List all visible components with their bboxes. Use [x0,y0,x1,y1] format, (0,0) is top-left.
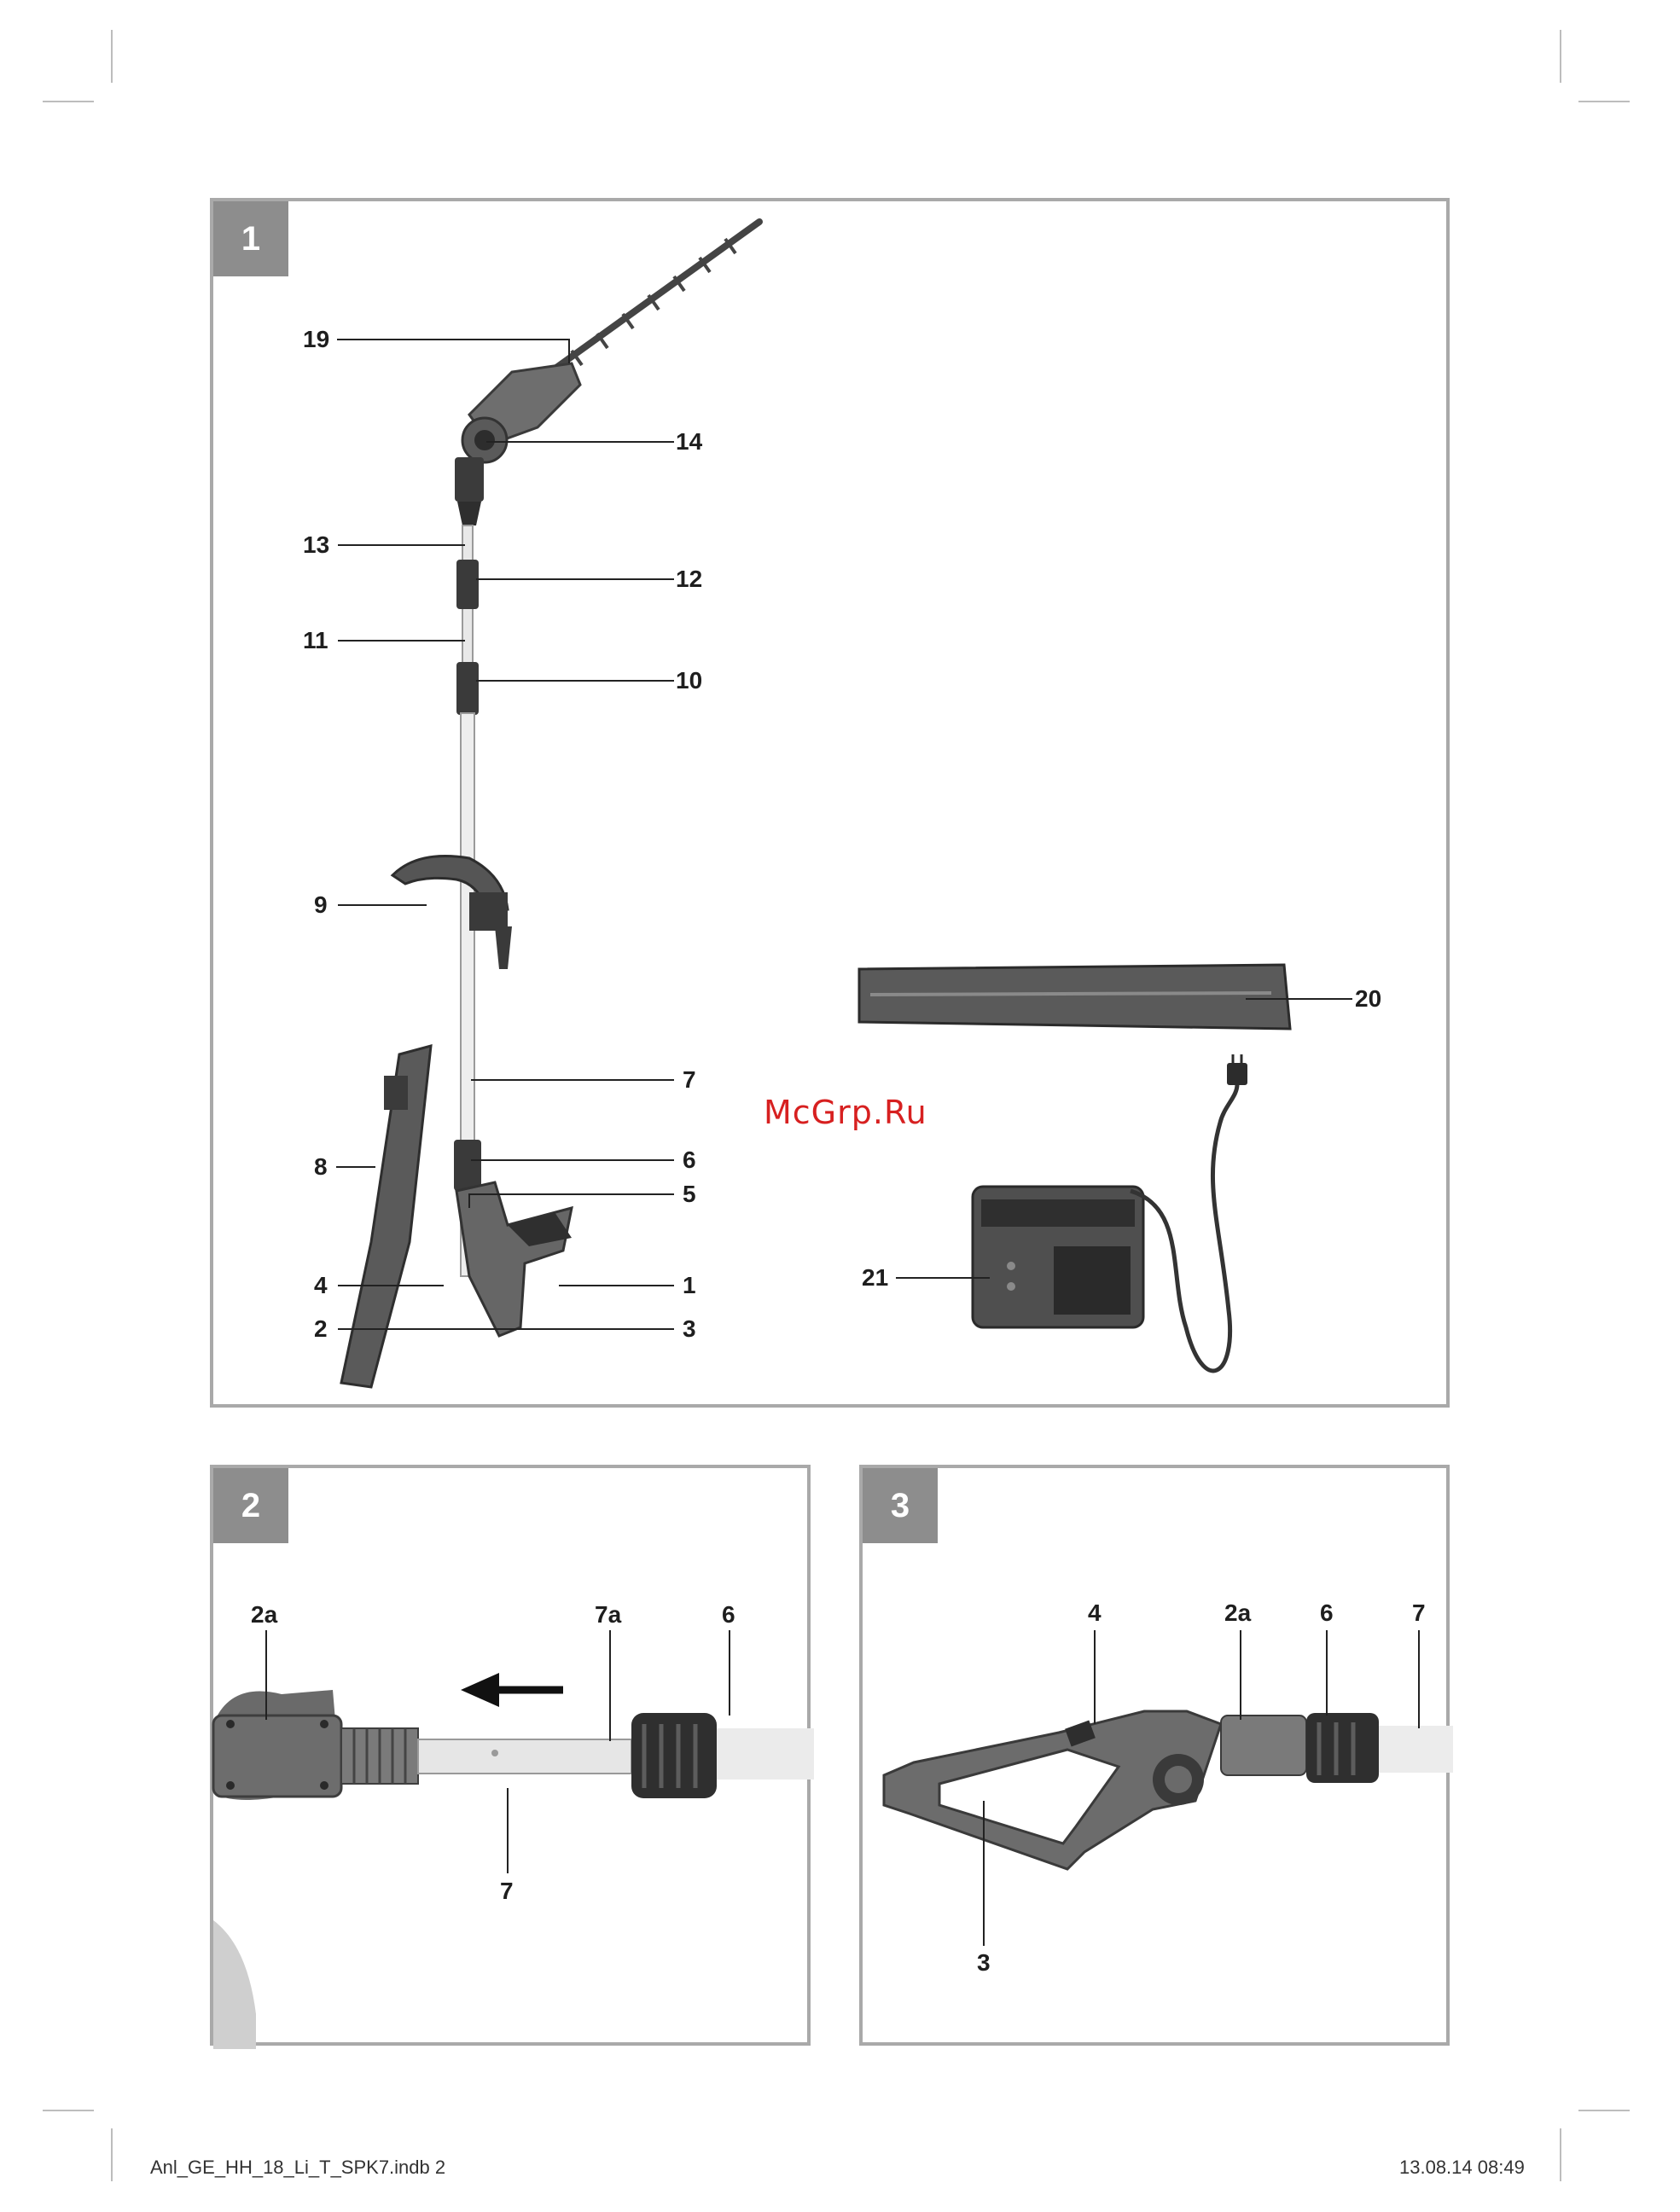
crop-mark [1560,30,1561,83]
callout-13: 13 [303,531,330,558]
crop-mark [1578,2110,1630,2111]
callout-7: 7 [683,1066,696,1093]
figure-2-panel [210,1465,811,2046]
callout-4: 4 [1088,1599,1102,1626]
crop-mark [43,2110,94,2111]
footer-timestamp: 13.08.14 08:49 [1399,2157,1525,2178]
callout-14: 14 [676,428,703,455]
callout-19: 19 [303,326,330,352]
callout-3: 3 [683,1315,696,1342]
figure-2-number: 2 [213,1468,288,1543]
callout-8: 8 [314,1153,328,1180]
figure-1-panel [210,198,1450,1408]
hedge-trimmer-illustration [213,201,1453,1411]
handle-assembly-illustration [863,1468,1453,2049]
figure-1-number: 1 [213,201,288,276]
callout-7a: 7a [595,1601,622,1628]
crop-mark [1578,101,1630,102]
crop-mark [43,101,94,102]
shaft-connection-illustration [213,1468,814,2049]
callout-9: 9 [314,891,328,918]
callout-11: 11 [303,627,328,653]
crop-mark [111,2128,113,2181]
callout-4: 4 [314,1272,328,1298]
callout-2a: 2a [1224,1599,1252,1626]
callout-5: 5 [683,1181,696,1207]
callout-6: 6 [722,1601,735,1628]
watermark-text: McGrp.Ru [764,1094,927,1131]
callout-2: 2 [314,1315,328,1342]
callout-20: 20 [1355,985,1382,1012]
crop-mark [1560,2128,1561,2181]
callout-1: 1 [683,1272,696,1298]
callout-7: 7 [500,1878,514,1904]
crop-mark [111,30,113,83]
callout-2a: 2a [251,1601,278,1628]
figure-3-number: 3 [863,1468,938,1543]
callout-7: 7 [1412,1599,1426,1626]
callout-21: 21 [862,1264,889,1291]
callout-6: 6 [683,1147,696,1173]
callout-6: 6 [1320,1599,1334,1626]
callout-10: 10 [676,667,703,694]
callout-12: 12 [676,566,703,592]
footer-filename: Anl_GE_HH_18_Li_T_SPK7.indb 2 [150,2157,446,2178]
figure-3-panel [859,1465,1450,2046]
callout-3: 3 [977,1949,991,1976]
